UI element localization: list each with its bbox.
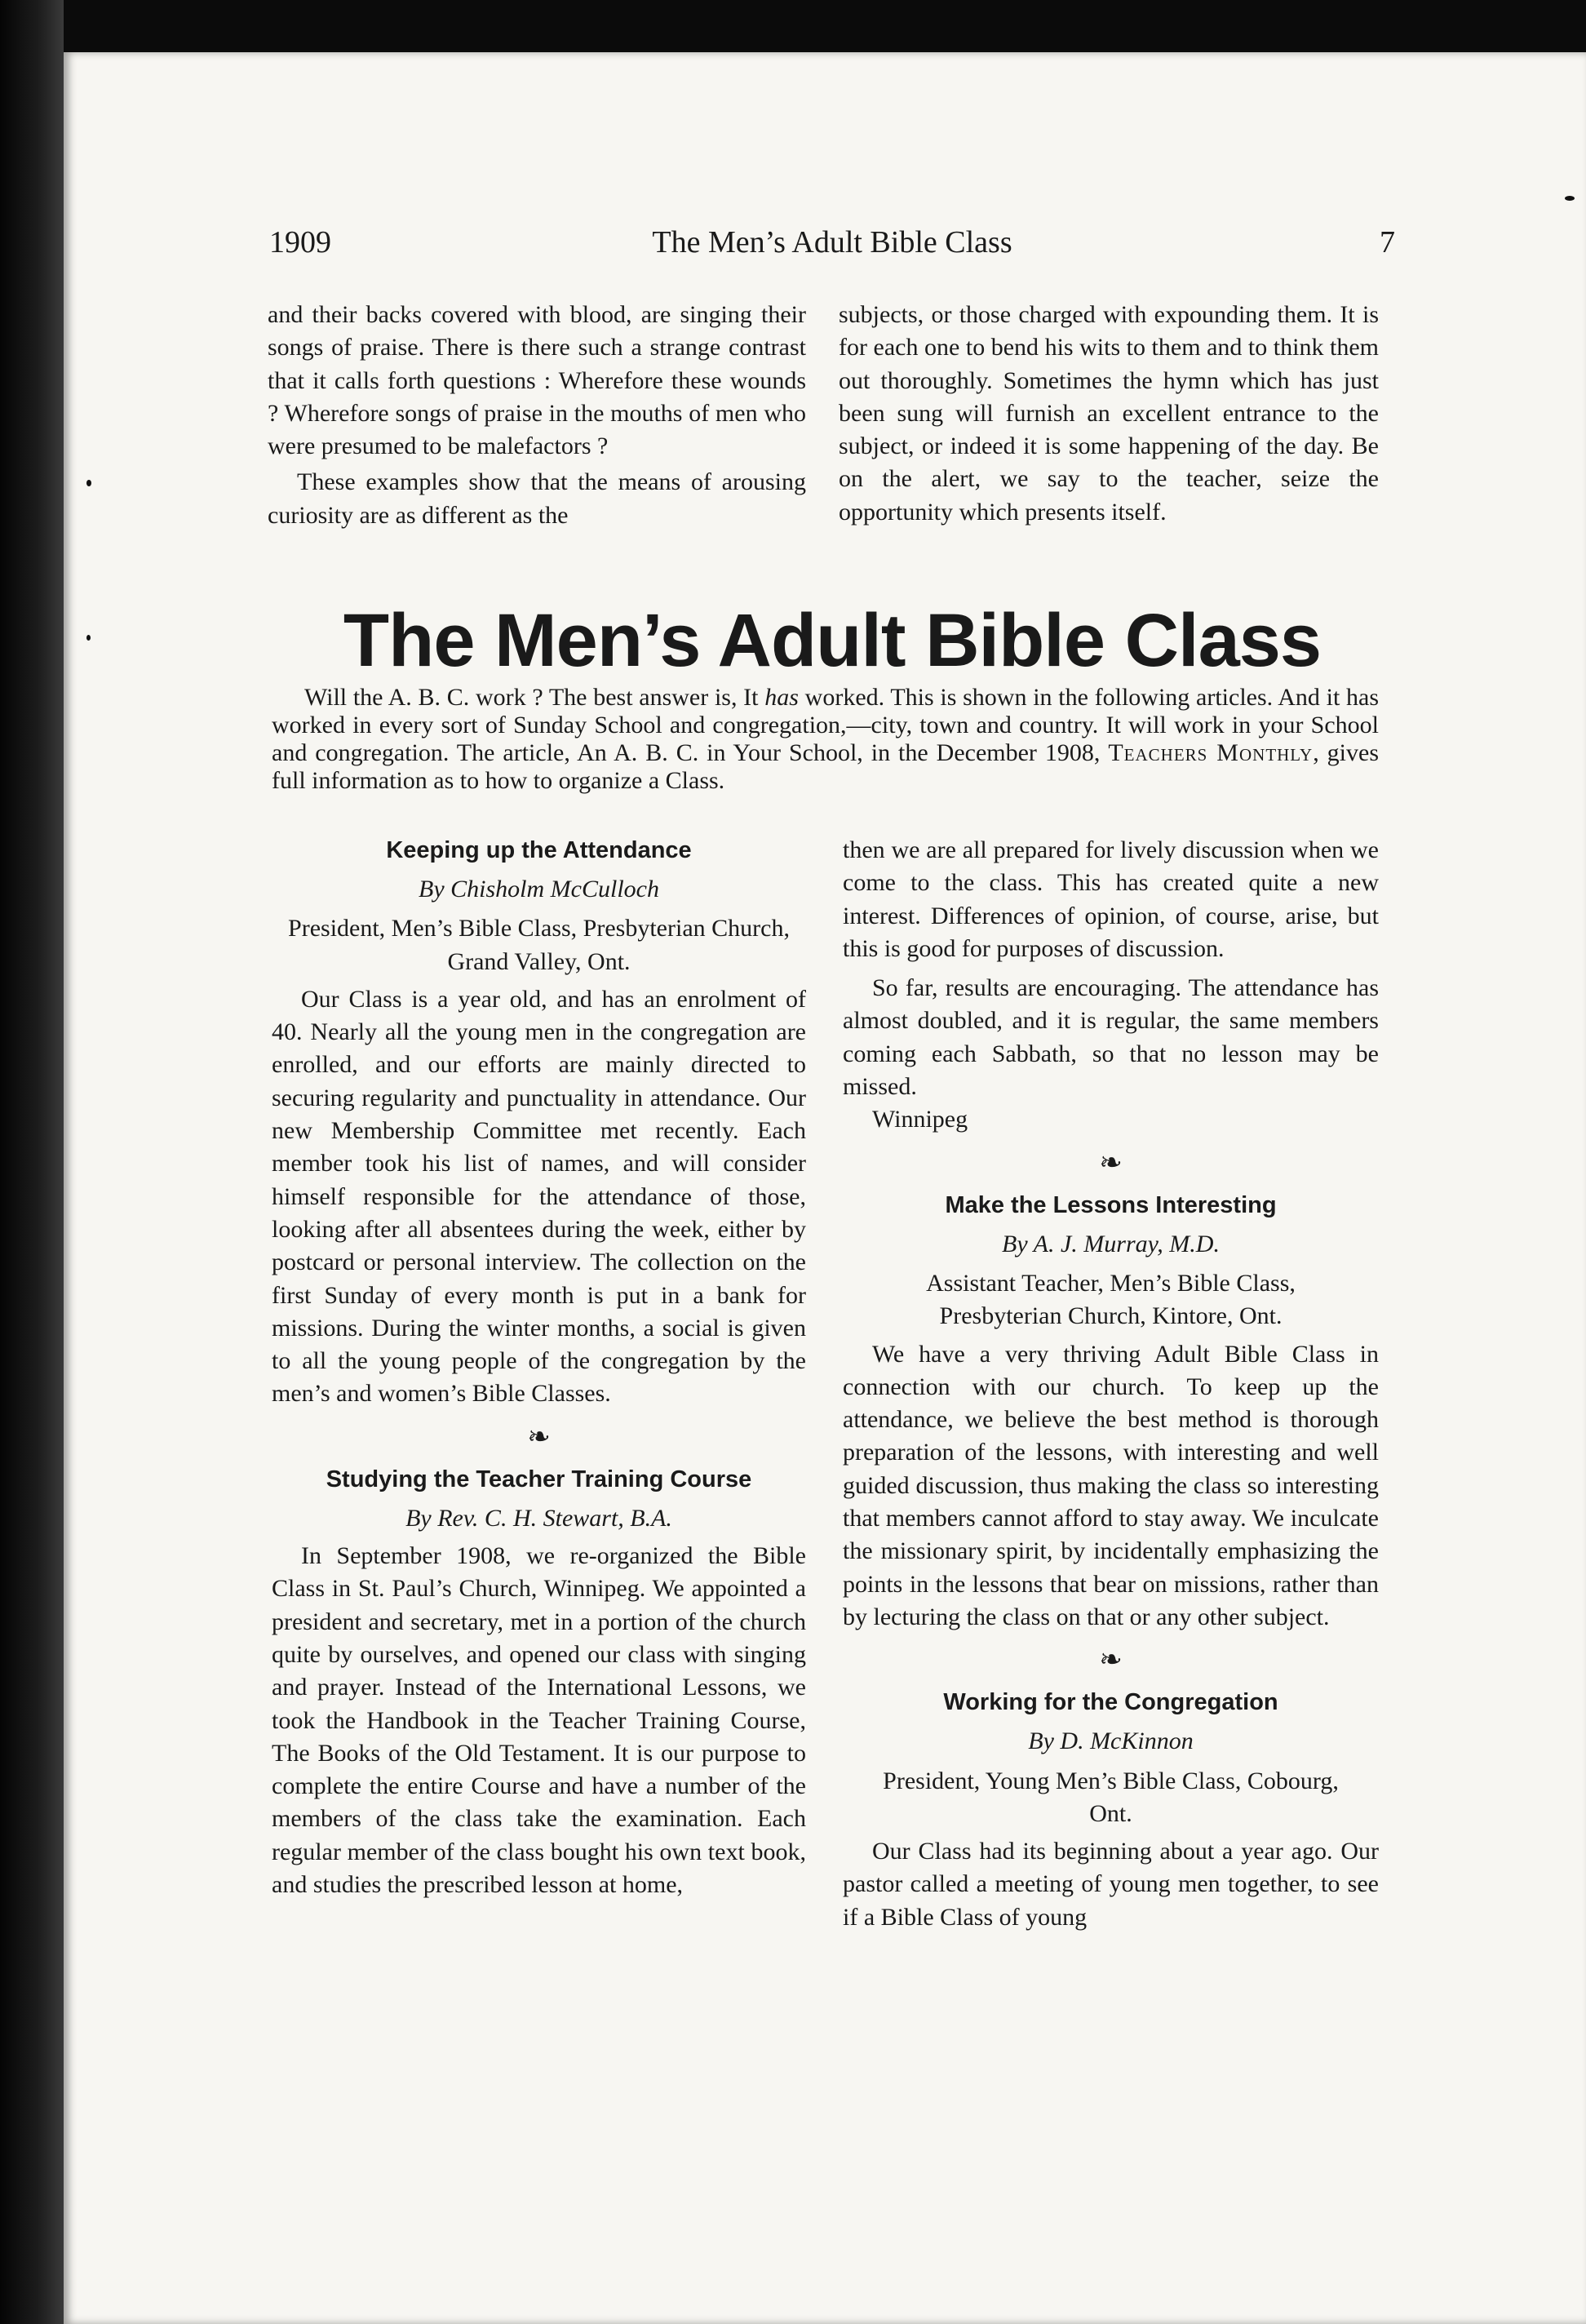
section-heading: Studying the Teacher Training Course	[326, 1466, 752, 1492]
intro-text: worked. This is shown in the following articles. And it has worked in every sort of Sunday School and congregation,—city, town and country. It will work in your School and congregation. The article, An A. B. C. in Your School, in the December 1908,	[272, 684, 1380, 766]
margin-speck	[1565, 196, 1575, 201]
place-signature: Winnipeg	[872, 1106, 968, 1133]
section-affiliation: Assistant Teacher, Men’s Bible Class, Presbyterian Church, Kintore, Ont.	[926, 1269, 1296, 1330]
section-heading: Make the Lessons Interesting	[945, 1191, 1277, 1218]
paragraph: These examples show that the means of arousing curiosity are as different as the	[268, 468, 806, 529]
paragraph: In September 1908, we re-organized the Bible Class in St. Paul’s Church, Winnipeg. We appointed a president and secretary, met in a portion of the church quite by ourselves, and opened our class with singing and prayer. Instead of the International Lessons, we took the Handbook in the Teacher Training Course, The Books of the Old Testament. It is our purpose to complete the entire Course and have a number of the members of the class take the examination. Each regular member of the class bought his own text book, and studies the prescribed lesson at home,	[272, 1542, 806, 1899]
article-title: The Men’s Adult Bible Class	[343, 599, 1322, 682]
intro-text: , gives full information as to how to organize a Class.	[272, 739, 1379, 794]
ornament-icon: ❧	[1099, 1146, 1123, 1179]
paragraph: and their backs covered with blood, are singing their songs of praise. There is there such a strange contrast that it calls forth questions : Wherefore these wounds ? Wherefore songs of praise in the mouths of men who were presumed to be malefactors ?	[268, 301, 806, 460]
page-number: 7	[1380, 225, 1395, 259]
lower-left-column	[272, 834, 806, 1901]
section-affiliation: President, Young Men’s Bible Class, Cobourg, Ont.	[883, 1767, 1339, 1827]
paragraph: So far, results are encouraging. The attendance has almost doubled, and it is regular, the same members coming each Sabbath, so that no lesson may be missed.	[843, 974, 1379, 1101]
running-header	[269, 224, 1395, 273]
book-binding	[0, 0, 64, 2324]
paragraph: We have a very thriving Adult Bible Class in connection with our church. To keep up the attendance, we believe the best method is thorough preparation of the lessons, with interesting and well guided discussion, thus making the class so interesting that members cannot afford to stay away. We inculcate the missionary spirit, by incidentally emphasizing the points in the lessons that bear on missions, rather than by lecturing the class on that or any other subject.	[843, 1340, 1379, 1630]
margin-speck	[86, 480, 91, 486]
section-byline: By D. McKinnon	[1028, 1727, 1194, 1755]
intro-emphasis: has	[764, 684, 799, 711]
intro-publication: Teachers Monthly	[1108, 739, 1314, 766]
article-intro	[272, 684, 1379, 795]
paragraph: subjects, or those charged with expounding them. It is for each one to bend his wits to them and to think them out thoroughly. Sometimes the hymn which has just been sung will furnish an excellent entrance to the subject, or indeed it is some happening of the day. Be on the alert, we say to the teacher, seize the opportunity which presents itself.	[839, 301, 1379, 526]
ornament-icon: ❧	[527, 1420, 551, 1453]
header-running-title: The Men’s Adult Bible Class	[652, 225, 1012, 259]
paragraph: Our Class is a year old, and has an enrolment of 40. Nearly all the young men in the congregation are enrolled, and our efforts are mainly directed to securing regularity and punctuality in attendance. Our new Membership Committee met recently. Each member took his list of names, and will consider himself responsible for the attendance of those, looking after all absentees during the week, either by postcard or personal interview. The collection on the first Sunday of every month is put in a bank for missions. During the winter months, a social is given to all the young people of the congregation by the men’s and women’s Bible Classes.	[272, 985, 806, 1408]
margin-speck	[86, 635, 91, 641]
intro-text: Will the A. B. C. work ? The best answer is, It	[304, 684, 765, 711]
lower-right-column	[843, 834, 1379, 1934]
section-heading: Working for the Congregation	[943, 1689, 1278, 1716]
section-byline: By Chisholm McCulloch	[419, 876, 659, 903]
top-left-column	[268, 299, 806, 532]
section-byline: By Rev. C. H. Stewart, B.A.	[405, 1504, 672, 1532]
paragraph: then we are all prepared for lively discussion when we come to the class. This has created quite a new interest. Differences of opinion, of course, arise, but this is good for purposes of discussion.	[843, 836, 1379, 962]
section-byline: By A. J. Murray, M.D.	[1002, 1230, 1220, 1257]
section-affiliation: President, Men’s Bible Class, Presbyterian Church, Grand Valley, Ont.	[288, 915, 790, 975]
top-right-column	[839, 299, 1379, 529]
paragraph: Our Class had its beginning about a year ago. Our pastor called a meeting of young men together, to see if a Bible Class of young	[843, 1838, 1379, 1931]
header-year: 1909	[269, 225, 331, 259]
ornament-icon: ❧	[1099, 1643, 1123, 1677]
section-heading: Keeping up the Attendance	[386, 837, 692, 863]
